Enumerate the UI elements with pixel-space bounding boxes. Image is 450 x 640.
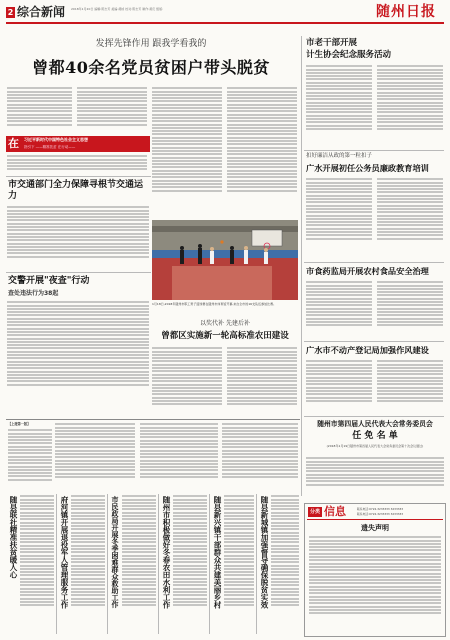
vertical-headline: 市民政局开展冬季困难群众救助工作 [111,496,120,608]
vertical-headline: 随县新兴镇干部群众共建美丽乡村 [213,496,222,609]
classified-rule [307,519,443,520]
cppcc-list [306,456,444,492]
divider [304,341,444,342]
lost-notice-title: 遗失声明 [361,523,389,532]
discipline-body-1 [306,177,372,257]
discipline-body-2 [377,177,443,257]
real-estate-headline: 广水市不动产登记局加强作风建设 [306,345,429,355]
newspaper-logo: 随州日报 [376,4,436,20]
section-title: 综合新闻 [17,5,66,19]
family-planning-body-1 [306,64,372,148]
rural-headline: 曾都区实施新一轮高标准农田建设 [161,331,289,341]
night-check-headline: 交警开展"夜查"行动 [8,276,90,286]
masthead-meta: 2018年1月20日 编辑:陈志芳 美编:胡桢 校对:陈志芳 制作:黄庆 组版: [71,7,164,11]
basketball-photo-illustration [152,220,298,300]
vertical-story-5 [212,492,256,634]
lower-body-b [140,422,218,488]
discipline-headline: 广水开展初任公务员廉政教育培训 [306,163,429,173]
lead-body-col-3 [152,86,222,221]
divider [6,176,151,177]
vertical-story-body [71,494,105,632]
vertical-story-2 [59,492,107,634]
banner-text: 习近平新时代中国特色社会主义思想 [24,137,88,142]
divider [304,262,444,263]
family-planning-subhead: 计生协会纪念服务活动 [306,50,392,60]
sidebar-column-label: 【上接第一版】 [8,422,31,426]
classified-badge: 分类 [309,509,320,515]
cppcc-subhead: 任 免 名 单 [352,431,398,441]
vertical-headline: 府河镇开展退役军人管理服务工作 [60,496,69,609]
real-estate-body-1 [306,359,372,411]
banner-subtext: 指引下 ——精准扶贫 在行动—— [24,145,76,149]
night-check-subhead: 查处违法行为38起 [8,290,59,297]
vertical-story-4 [161,492,209,634]
vertical-headline: 随县新城镇加强督导确保脱贫实效 [260,496,269,609]
vertical-headline: 随县联社精准扶贫暖人心 [9,496,18,579]
column-rule [301,36,302,496]
real-estate-body-2 [377,359,443,411]
lead-kicker: 发挥先锋作用 跟我学看我的 [95,39,207,49]
rural-kicker: 以奖代补 先建后补 [200,320,250,327]
divider [107,494,108,634]
photo-caption: 1月18日,2018年随州市职工男子篮球赛在随州市体育馆开幕,来自全市的16支队伍参加比赛。 [152,302,277,306]
basketball-photo [152,220,298,300]
lower-section-rule [6,419,300,420]
lead-body-col-2 [77,86,147,136]
traffic-headline: 市交通部门全力保障寻根节交通运力 [8,180,144,201]
discipline-kicker: 扣好廉洁从政的第一粒扣子 [306,153,373,159]
lead-body-col-1 [7,86,72,136]
vertical-story-3 [110,492,158,634]
family-planning-body-2 [377,64,443,148]
divider [304,150,444,151]
vertical-story-body [224,494,254,632]
cppcc-headline: 随州市第四届人民代表大会常务委员会 [317,420,433,428]
vertical-story-1 [8,492,56,634]
lead-headline: 曾都40余名党员贫困户带头脱贫 [32,58,270,77]
sidebar-column-body [8,428,52,488]
family-planning-headline: 市老干部开展 [306,38,358,48]
banner-logo-mark: 在 [8,137,19,150]
rural-body-col-1 [152,346,222,416]
lower-body-a [55,422,135,488]
vertical-story-body [271,494,299,632]
cppcc-note: (2018年1月19日随州市第四届人民代表大会常务委员会第十次会议通过) [326,444,424,448]
food-safety-body-1 [306,280,372,336]
food-safety-body-2 [377,280,443,336]
vertical-story-6 [259,492,301,634]
traffic-body [7,205,149,268]
lead-body-col-5 [7,154,147,174]
classified-phone-1: 联系电话:0722-3233333 3233333 [357,507,404,511]
masthead-rule [6,22,444,24]
divider [304,416,444,417]
divider [158,494,159,634]
vertical-story-body [122,494,156,632]
masthead [6,4,444,26]
policy-banner [6,136,150,152]
divider [6,272,151,273]
page-number-badge: 2 [7,8,14,17]
divider [56,494,57,634]
vertical-story-body [173,494,207,632]
classified-notice [304,503,446,637]
food-safety-headline: 市食药监局开展农村食品安全治理 [306,266,429,276]
divider [256,494,257,634]
divider [209,494,210,634]
lead-body-col-4 [227,86,297,221]
vertical-story-body [20,494,54,632]
classified-phone-2: 联系电话:0722-3233333 3233333 [357,512,404,516]
night-check-body [7,300,149,400]
classified-label: 信息 [324,505,346,518]
lower-body-c [222,422,298,488]
rural-body-col-2 [227,346,297,416]
vertical-headline: 随州市积极做好冬春农田水利工作 [162,496,171,609]
lost-notice-body [309,535,441,633]
